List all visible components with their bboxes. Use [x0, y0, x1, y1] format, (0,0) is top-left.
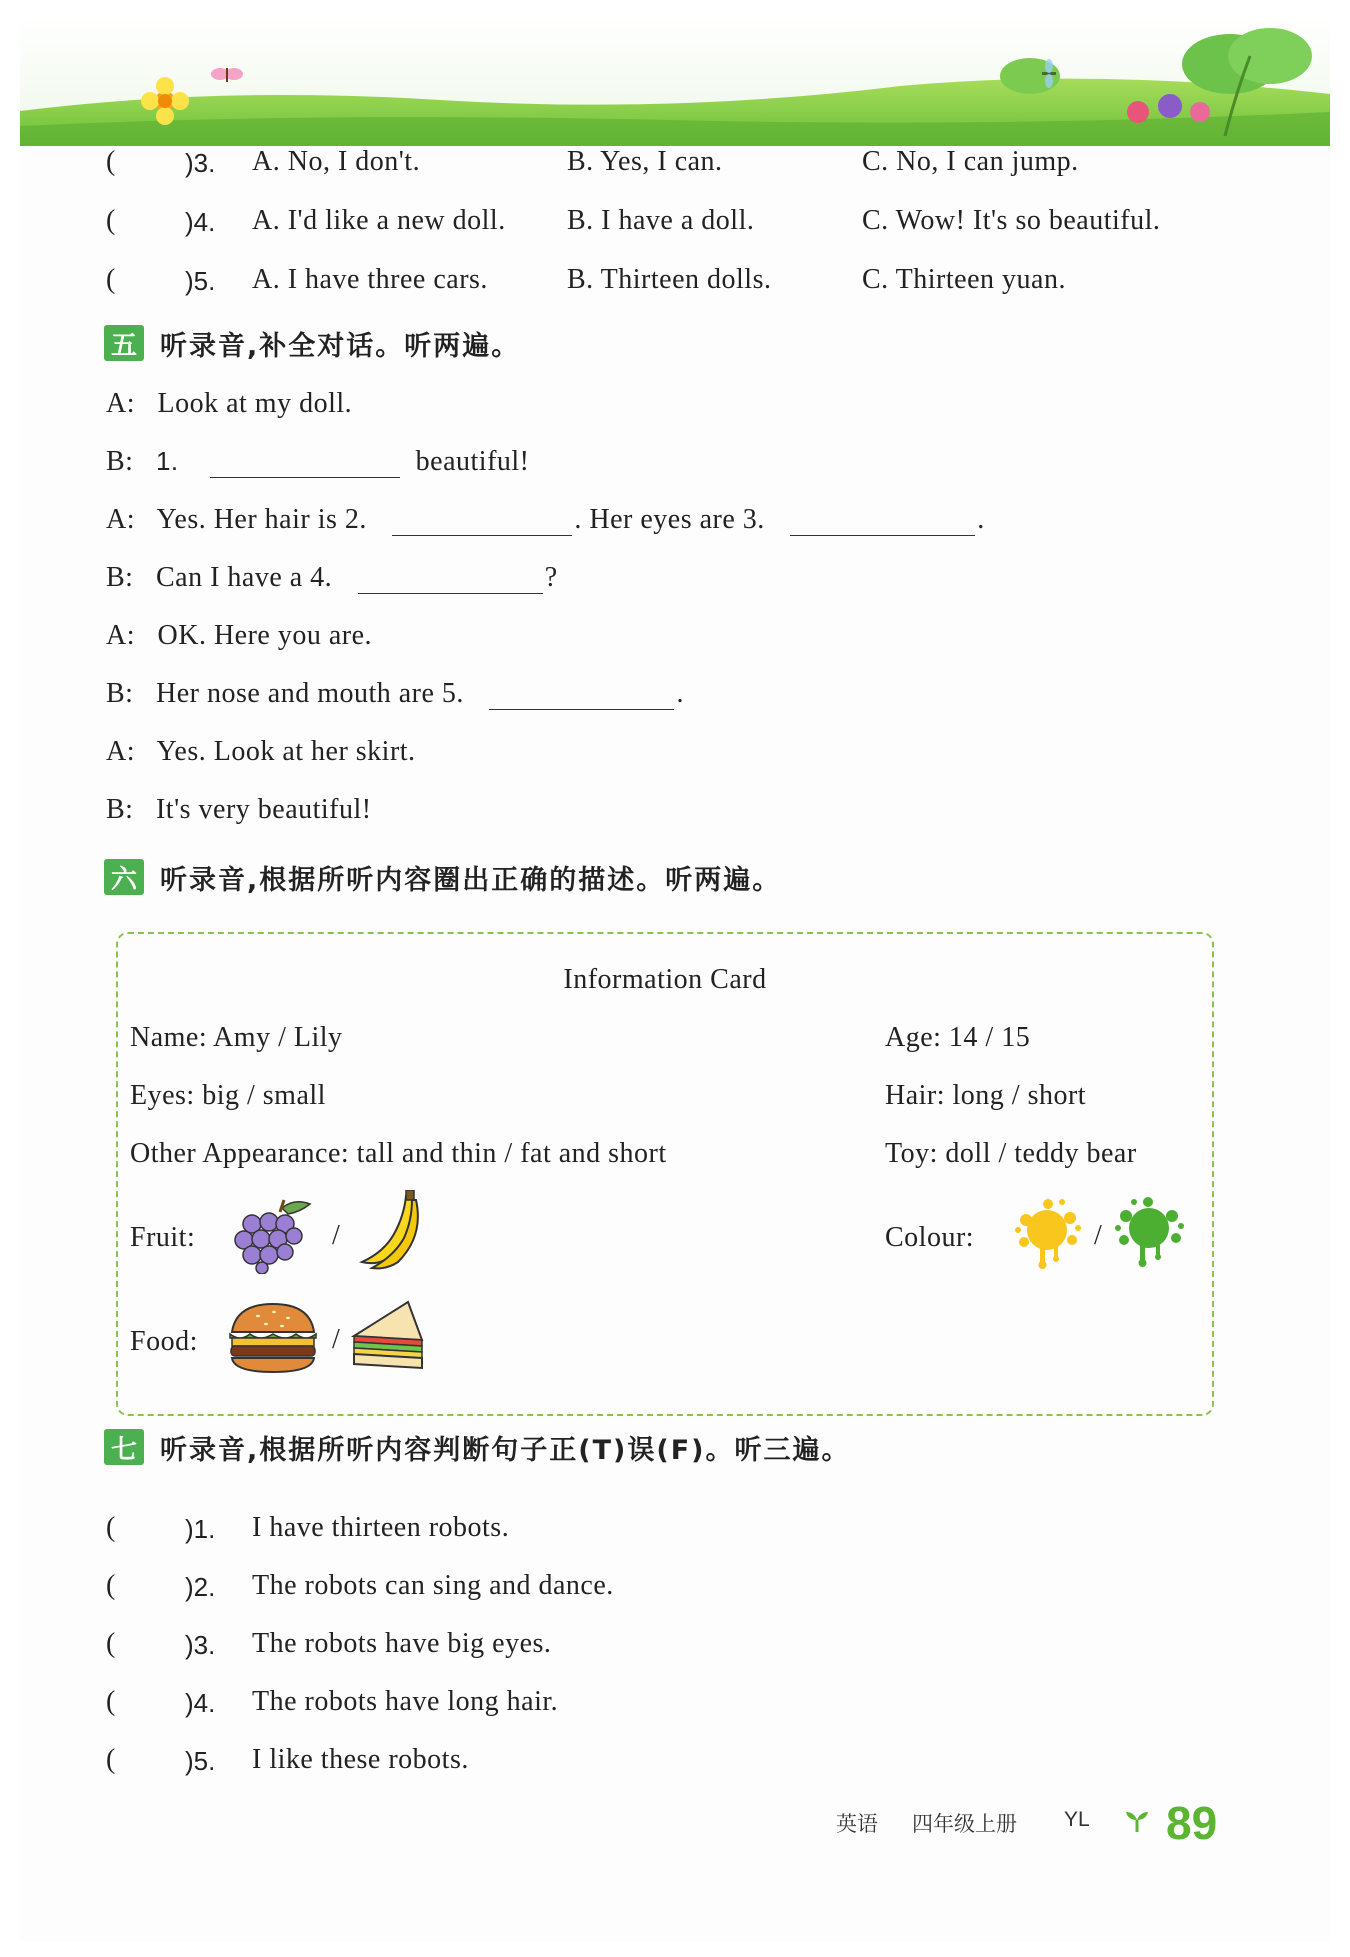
dialogue-line-7: [106, 736, 416, 768]
option-a: A. No, I don't.: [252, 146, 421, 177]
grass-banner-illustration: [20, 16, 1330, 146]
section-title: 听录音,根据所听内容判断句子正(T)误(F)。听三遍。: [160, 1434, 851, 1466]
section5-heading: [104, 323, 520, 363]
option-c: C. No, I can jump.: [862, 146, 1079, 177]
option-c: C. Thirteen yuan.: [862, 264, 1066, 295]
answer-paren-open[interactable]: (: [106, 1628, 116, 1659]
dialogue-line-1: [106, 388, 352, 420]
field-food-label: Food:: [130, 1326, 198, 1357]
slash-separator: /: [332, 1324, 341, 1355]
page-number: 89: [1166, 1797, 1218, 1849]
field-other-appearance[interactable]: Other Appearance: tall and thin / fat and short: [130, 1138, 667, 1169]
line-text: OK. Here you are.: [157, 620, 373, 651]
field-toy[interactable]: Toy: doll / teddy bear: [885, 1138, 1137, 1169]
section-badge: 七: [104, 1429, 144, 1465]
line-text: It's very beautiful!: [155, 794, 372, 825]
speaker-label: A:: [106, 388, 135, 419]
answer-paren-open[interactable]: (: [106, 205, 116, 236]
speaker-label: B:: [106, 678, 134, 709]
option-b: B. I have a doll.: [567, 205, 755, 236]
field-eyes[interactable]: Eyes: big / small: [130, 1080, 326, 1111]
answer-blank-4[interactable]: [358, 565, 543, 594]
footer-edition: YL: [1064, 1808, 1090, 1831]
section-title: 听录音,补全对话。听两遍。: [160, 330, 521, 362]
line-text-after: beautiful!: [415, 446, 530, 477]
item-number: )3.: [185, 1630, 216, 1660]
field-age[interactable]: Age: 14 / 15: [885, 1022, 1031, 1053]
item-number: )2.: [185, 1572, 216, 1602]
speaker-label: B:: [106, 562, 134, 593]
field-name[interactable]: Name: Amy / Lily: [130, 1022, 343, 1053]
speaker-label: B:: [106, 794, 134, 825]
speaker-label: B:: [106, 446, 134, 477]
item-number: )4.: [185, 207, 216, 237]
section6-heading: [104, 857, 781, 897]
card-title: Information Card: [563, 964, 767, 995]
line-text: Look at my doll.: [157, 388, 353, 419]
item-text: The robots can sing and dance.: [252, 1570, 614, 1601]
field-fruit-label: Fruit:: [130, 1222, 196, 1253]
section-badge: 六: [104, 859, 144, 895]
bananas-icon[interactable]: [354, 1190, 424, 1270]
item-text: The robots have big eyes.: [252, 1628, 552, 1659]
item-number: )1.: [185, 1514, 216, 1544]
dialogue-line-5: [106, 620, 372, 652]
section7-heading: [104, 1427, 850, 1467]
section-badge: 五: [104, 325, 144, 361]
item-text: The robots have long hair.: [252, 1686, 559, 1717]
footer-grade: 四年级上册: [912, 1812, 1017, 1836]
item-number: )3.: [185, 148, 216, 178]
answer-blank-3[interactable]: [790, 507, 975, 536]
item-number: )5.: [185, 266, 216, 296]
line-text: Can I have a 4.: [155, 562, 333, 593]
answer-paren-open[interactable]: (: [106, 1686, 116, 1717]
line-text-after: ?: [544, 562, 558, 593]
information-card: [116, 932, 1214, 1416]
yellow-splash-icon[interactable]: [1012, 1196, 1082, 1272]
item-text: I have thirteen robots.: [252, 1512, 510, 1543]
answer-paren-open[interactable]: (: [106, 1570, 116, 1601]
speaker-label: A:: [106, 504, 135, 535]
header-banner: [20, 16, 1330, 146]
dialogue-line-8: [106, 794, 372, 826]
answer-blank-2[interactable]: [392, 507, 572, 536]
dialogue-line-6: [106, 678, 684, 710]
option-c: C. Wow! It's so beautiful.: [862, 205, 1161, 236]
footer-subject: 英语: [836, 1812, 878, 1836]
option-a: A. I'd like a new doll.: [252, 205, 506, 236]
green-splash-icon[interactable]: [1114, 1196, 1184, 1272]
line-text: Yes. Her hair is 2.: [156, 504, 367, 535]
sandwich-icon[interactable]: [350, 1296, 426, 1372]
item-text: I like these robots.: [252, 1744, 469, 1775]
slash-separator: /: [332, 1220, 341, 1251]
grapes-icon[interactable]: [222, 1194, 318, 1274]
answer-blank-1[interactable]: [210, 449, 400, 478]
line-text-mid: . Her eyes are 3.: [574, 504, 765, 535]
field-hair[interactable]: Hair: long / short: [885, 1080, 1087, 1111]
option-a: A. I have three cars.: [252, 264, 488, 295]
answer-paren-open[interactable]: (: [106, 1744, 116, 1775]
slash-separator: /: [1094, 1220, 1103, 1251]
line-text: 1.: [155, 446, 179, 476]
line-text-after: .: [676, 678, 684, 709]
section-title: 听录音,根据所听内容圈出正确的描述。听两遍。: [160, 864, 782, 896]
dialogue-line-4: [106, 562, 558, 594]
line-text: Yes. Look at her skirt.: [156, 736, 416, 767]
sprout-icon: [1124, 1810, 1150, 1832]
item-number: )4.: [185, 1688, 216, 1718]
answer-paren-open[interactable]: (: [106, 264, 116, 295]
line-text-end: .: [977, 504, 985, 535]
field-colour-label: Colour:: [885, 1222, 975, 1253]
option-b: B. Yes, I can.: [567, 146, 723, 177]
dialogue-line-3: [106, 504, 985, 536]
speaker-label: A:: [106, 620, 135, 651]
dialogue-line-2: [106, 446, 530, 478]
line-text: Her nose and mouth are 5.: [155, 678, 464, 709]
hamburger-icon[interactable]: [228, 1302, 318, 1374]
answer-paren-open[interactable]: (: [106, 1512, 116, 1543]
item-number: )5.: [185, 1746, 216, 1776]
option-b: B. Thirteen dolls.: [567, 264, 772, 295]
answer-paren-open[interactable]: (: [106, 146, 116, 177]
speaker-label: A:: [106, 736, 135, 767]
answer-blank-5[interactable]: [489, 681, 674, 710]
